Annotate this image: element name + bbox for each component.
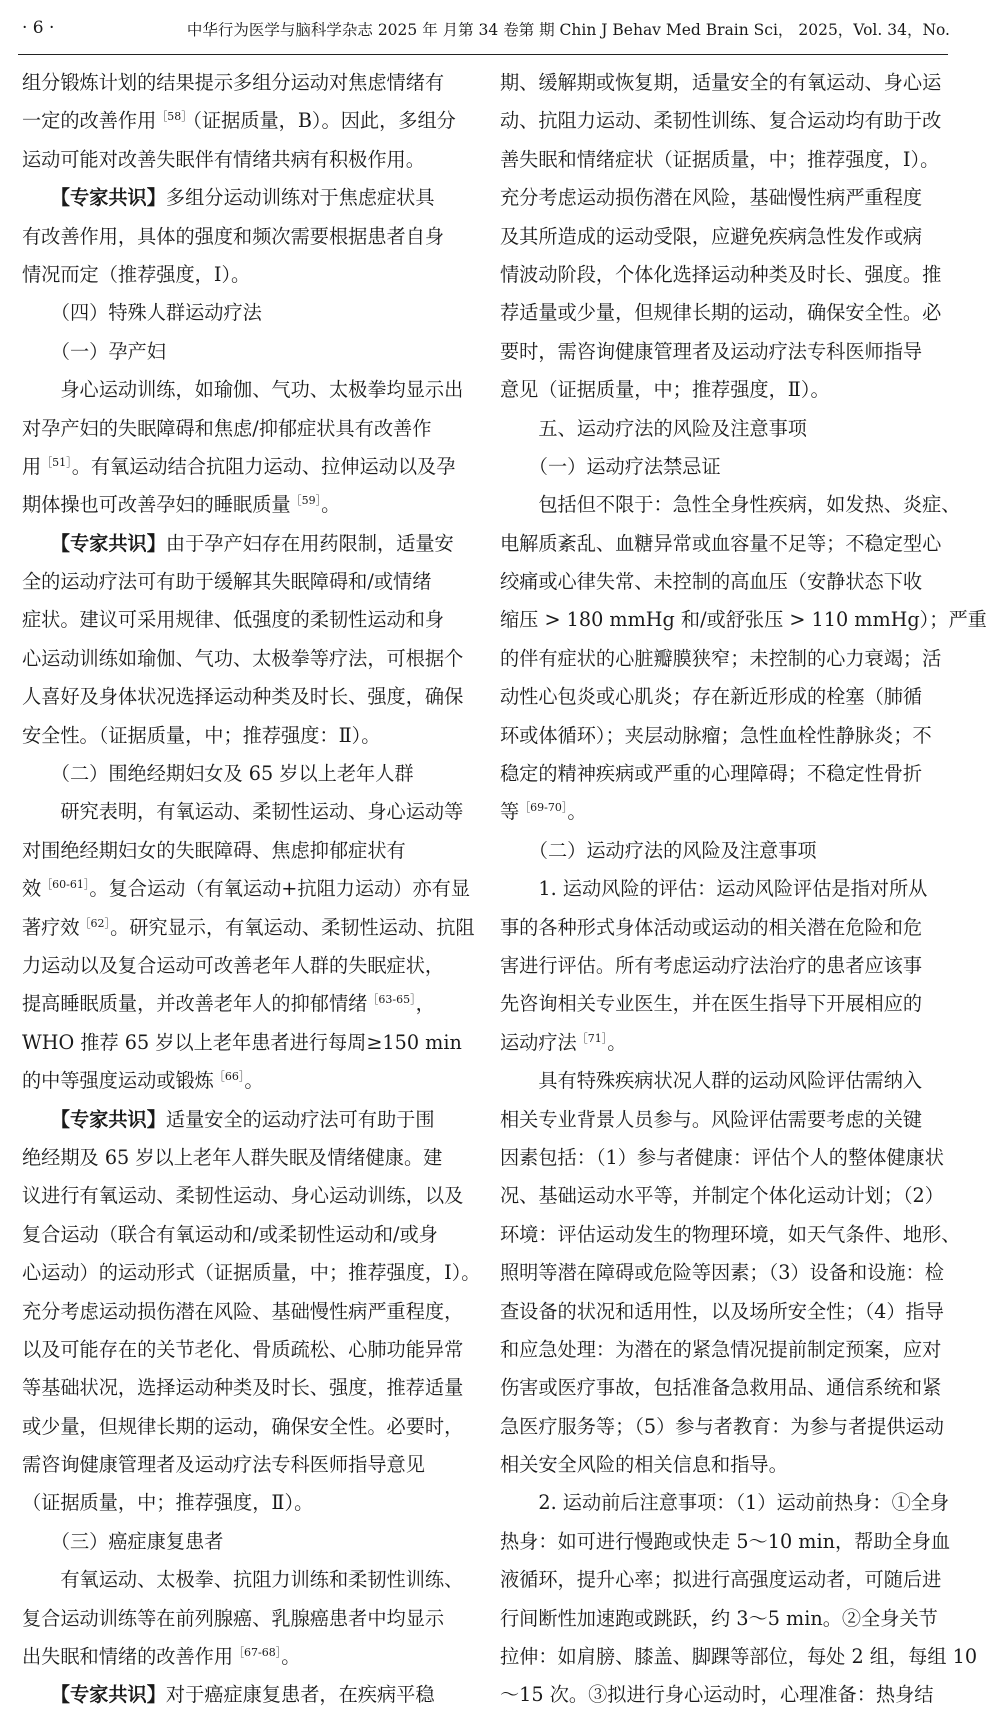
line-text: （证据质量，中；推荐强度，Ⅱ）。 — [22, 1491, 314, 1515]
line-text: 复合运动训练等在前列腺癌、乳腺癌患者中均显示 — [22, 1606, 445, 1630]
text-line — [22, 1024, 462, 1062]
text-line — [500, 1293, 944, 1331]
text-line — [22, 179, 462, 217]
line-text: 效 — [22, 877, 42, 901]
text-line — [22, 640, 462, 678]
line-text: 对于癌症康复患者，在疾病平稳 — [165, 1683, 435, 1707]
text-line — [22, 371, 462, 409]
line-text: 具有特殊疾病状况人群的运动风险评估需纳入 — [500, 1069, 923, 1093]
line-text: 以及可能存在的关节老化、骨质疏松、心肺功能异常 — [22, 1337, 464, 1361]
line-text-continued: 。研究显示，有氧运动、柔韧性运动、抗阻 — [110, 915, 475, 939]
line-text: 等 — [500, 800, 520, 824]
text-line — [500, 102, 940, 140]
line-text: 荐适量或少量，但规律长期的运动，确保安全性。必 — [500, 301, 942, 325]
line-text: 力运动以及复合运动可改善老年人群的失眠症状， — [22, 953, 445, 977]
text-line — [22, 333, 462, 371]
line-text: 提高睡眠质量，并改善老年人的抑郁情绪 — [22, 992, 368, 1016]
line-text-continued: 。 — [244, 1069, 264, 1093]
text-line — [22, 1331, 462, 1369]
text-line — [500, 793, 940, 831]
text-line — [22, 1446, 462, 1484]
citation-ref: ［71］ — [576, 1031, 608, 1045]
text-line — [500, 1216, 961, 1254]
line-text: 和应急处理：为潜在的紧急情况提前制定预案，应对 — [500, 1337, 942, 1361]
text-line — [500, 640, 940, 678]
line-text: 包括但不限于：急性全身性疾病，如发热、炎症、 — [500, 493, 961, 517]
line-text: 1. 运动风险的评估：运动风险评估是指对所从 — [500, 877, 928, 901]
text-line — [500, 947, 940, 985]
text-line — [500, 333, 940, 371]
line-text: 查设备的状况和适用性，以及场所安全性；（4）指导 — [500, 1299, 944, 1323]
running-header — [0, 0, 964, 58]
line-text: 伤害或医疗事故，包括准备急救用品、通信系统和紧 — [500, 1376, 942, 1400]
line-text: 由于孕产妇存在用药限制，适量安 — [165, 531, 454, 555]
line-text: 急医疗服务等；（5）参与者教育：为参与者提供运动 — [500, 1414, 944, 1438]
text-line — [500, 832, 940, 870]
line-text: 有改善作用，具体的强度和频次需要根据患者自身 — [22, 224, 445, 248]
citation-ref: ［62］ — [79, 916, 111, 930]
text-line — [500, 141, 940, 179]
text-line — [22, 563, 462, 601]
text-line — [22, 1177, 462, 1215]
text-line — [22, 985, 462, 1023]
text-line — [500, 1446, 940, 1484]
expert-consensus-label: 【专家共识】 — [22, 531, 166, 555]
text-line — [22, 1216, 462, 1254]
text-line — [22, 102, 462, 140]
text-line — [22, 1293, 462, 1331]
text-line — [22, 448, 462, 486]
text-line — [500, 1369, 940, 1407]
line-text: 心运动训练如瑜伽、气功、太极拳等疗法，可根据个 — [22, 646, 464, 670]
text-line — [22, 1369, 462, 1407]
line-text-continued: 。复合运动（有氧运动+抗阻力运动）亦有显 — [89, 877, 471, 901]
expert-consensus-label: 【专家共识】 — [22, 186, 166, 210]
line-text: 安全性。（证据质量，中；推荐强度：Ⅱ）。 — [22, 723, 381, 747]
line-text: 事的各种形式身体活动或运动的相关潜在危险和危 — [500, 915, 923, 939]
line-text: 等基础状况，选择运动种类及时长、强度，推荐适量 — [22, 1376, 464, 1400]
text-line — [22, 678, 462, 716]
line-text: 复合运动（联合有氧运动和/或柔韧性运动和/或身 — [22, 1222, 438, 1246]
text-line — [22, 601, 462, 639]
text-line — [22, 294, 462, 332]
line-text: 绞痛或心律失常、未控制的高血压（安静状态下收 — [500, 570, 923, 594]
line-text-continued: 。有氧运动结合抗阻力运动、拉伸运动以及孕 — [71, 454, 456, 478]
text-line — [22, 1408, 462, 1446]
line-text: 意见（证据质量，中；推荐强度，Ⅱ）。 — [500, 378, 830, 402]
line-text: 热身：如可进行慢跑或快走 5～10 min，帮助全身血 — [500, 1529, 951, 1553]
line-text: 照明等潜在障碍或危险等因素；（3）设备和设施：检 — [500, 1261, 944, 1285]
line-text: 五、运动疗法的风险及注意事项 — [500, 416, 807, 440]
citation-ref: ［63-65］ — [367, 993, 416, 1007]
text-line — [22, 256, 462, 294]
text-line — [500, 985, 940, 1023]
text-line — [500, 1331, 940, 1369]
line-text: 对孕产妇的失眠障碍和焦虑/抑郁症状具有改善作 — [22, 416, 432, 440]
text-line — [500, 870, 940, 908]
text-line — [500, 1062, 940, 1100]
line-text: 充分考虑运动损伤潜在风险、基础慢性病严重程度， — [22, 1299, 464, 1323]
text-line — [22, 755, 462, 793]
line-text-continued: 。 — [321, 493, 341, 517]
text-line — [22, 1561, 462, 1599]
line-text: 对围绝经期妇女的失眠障碍、焦虑抑郁症状有 — [22, 838, 406, 862]
text-line — [22, 1676, 462, 1714]
line-text: （一）孕产妇 — [22, 339, 166, 363]
text-line — [500, 1101, 940, 1139]
text-line — [500, 1254, 944, 1292]
text-line — [500, 218, 940, 256]
line-text: 先咨询相关专业医生，并在医生指导下开展相应的 — [500, 992, 923, 1016]
line-text: 及其所造成的运动受限，应避免疾病急性发作或病 — [500, 224, 923, 248]
line-text-continued: （证据质量，B）。因此，多组分 — [192, 109, 456, 133]
line-text: 用 — [22, 454, 42, 478]
text-line — [22, 486, 462, 524]
right-column — [500, 64, 987, 1707]
line-text: 的伴有症状的心脏瓣膜狭窄；未控制的心力衰竭；活 — [500, 646, 942, 670]
citation-ref: ［67-68］ — [233, 1646, 282, 1660]
line-text: （三）癌症康复患者 — [22, 1529, 224, 1553]
line-text: 因素包括：（1）参与者健康：评估个人的整体健康状 — [500, 1145, 944, 1169]
line-text: 害进行评估。所有考虑运动疗法治疗的患者应该事 — [500, 953, 923, 977]
expert-consensus-label: 【专家共识】 — [22, 1683, 166, 1707]
text-line — [500, 1600, 940, 1638]
line-text-continued: 。 — [567, 800, 587, 824]
citation-ref: ［66］ — [213, 1070, 245, 1084]
line-text-continued: 。 — [281, 1645, 301, 1669]
header-rule — [18, 54, 948, 55]
text-line — [22, 870, 471, 908]
line-text: 身心运动训练，如瑜伽、气功、太极拳均显示出 — [22, 378, 464, 402]
line-text-continued: 。 — [607, 1030, 627, 1054]
citation-ref: ［60-61］ — [41, 878, 90, 892]
text-line — [500, 717, 940, 755]
line-text: 出失眠和情绪的改善作用 — [22, 1645, 234, 1669]
text-line — [22, 525, 462, 563]
line-text: 电解质紊乱、血糖异常或血容量不足等；不稳定型心 — [500, 531, 942, 555]
line-text: 组分锻炼计划的结果提示多组分运动对焦虑情绪有 — [22, 71, 445, 94]
text-line — [22, 1484, 462, 1522]
text-line — [22, 1600, 462, 1638]
text-line — [22, 909, 475, 947]
text-line — [22, 1523, 462, 1561]
text-line — [500, 563, 940, 601]
line-text: 相关专业背景人员参与。风险评估需要考虑的关键 — [500, 1107, 923, 1131]
line-text: 充分考虑运动损伤潜在风险，基础慢性病严重程度 — [500, 186, 923, 210]
line-text: （二）运动疗法的风险及注意事项 — [500, 838, 817, 862]
line-text: 环或体循环）；夹层动脉瘤；急性血栓性静脉炎；不 — [500, 723, 932, 747]
line-text: WHO 推荐 65 岁以上老年患者进行每周≥150 min — [22, 1030, 462, 1054]
line-text: 行间断性加速跑或跳跃，约 3～5 min。②全身关节 — [500, 1606, 938, 1630]
line-text: 善失眠和情绪症状（证据质量，中；推荐强度，Ⅰ）。 — [500, 147, 940, 171]
text-line — [22, 793, 462, 831]
journal-citation-line: 中华行为医学与脑科学杂志 2025 年 月第 34 卷第 期 Chin J Behav Med Brain Sci， 2025，Vol. 34，No. — [186, 21, 950, 39]
line-text: 的中等强度运动或锻炼 — [22, 1069, 214, 1093]
text-line — [500, 1024, 940, 1062]
line-text: （二）围绝经期妇女及 65 岁以上老年人群 — [22, 762, 414, 786]
line-text-continued: ， — [415, 992, 435, 1016]
text-line — [22, 1638, 462, 1676]
text-line — [500, 1638, 978, 1676]
line-text: 心运动）的运动形式（证据质量，中；推荐强度，I）。 — [22, 1261, 481, 1285]
text-line — [500, 525, 940, 563]
text-line — [500, 64, 940, 102]
line-text: 期、缓解期或恢复期，适量安全的有氧运动、身心运 — [500, 71, 942, 94]
text-line — [22, 1101, 462, 1139]
text-line — [500, 678, 940, 716]
text-line — [500, 294, 940, 332]
line-text: 多组分运动训练对于焦虑症状具 — [165, 186, 435, 210]
text-line — [500, 909, 940, 947]
text-line — [500, 410, 940, 448]
line-text: （四）特殊人群运动疗法 — [22, 301, 262, 325]
line-text: 液循环，提升心率；拟进行高强度运动者，可随后进 — [500, 1568, 942, 1592]
text-line — [500, 179, 940, 217]
text-line — [500, 601, 987, 639]
citation-ref: ［51］ — [41, 455, 72, 469]
line-text: 期体操也可改善孕妇的睡眠质量 — [22, 493, 291, 517]
line-text: 运动可能对改善失眠伴有情绪共病有积极作用。 — [22, 147, 425, 171]
text-line — [500, 371, 940, 409]
line-text: 缩压 > 180 mmHg 和/或舒张压 > 110 mmHg）；严重 — [500, 608, 987, 632]
text-line — [500, 486, 961, 524]
expert-consensus-label: 【专家共识】 — [22, 1107, 166, 1131]
text-line — [22, 832, 462, 870]
text-line — [22, 64, 462, 102]
line-text: 或少量，但规律长期的运动，确保安全性。必要时， — [22, 1414, 464, 1438]
text-line — [500, 1177, 944, 1215]
text-line — [500, 1408, 944, 1446]
line-text: 2. 运动前后注意事项：（1）运动前热身：①全身 — [500, 1491, 950, 1515]
line-text: 相关安全风险的相关信息和指导。 — [500, 1453, 788, 1477]
line-text: 人喜好及身体状况选择运动种类及时长、强度，确保 — [22, 685, 464, 709]
text-line — [22, 1139, 462, 1177]
text-line — [500, 1676, 940, 1714]
text-line — [500, 1484, 950, 1522]
citation-ref: ［69-70］ — [519, 801, 568, 815]
citation-ref: ［58］ — [156, 110, 193, 124]
line-text: （一）运动疗法禁忌证 — [500, 454, 721, 478]
line-text: 适量安全的运动疗法可有助于围 — [165, 1107, 435, 1131]
line-text: 运动疗法 — [500, 1030, 577, 1054]
line-text: 有氧运动、太极拳、抗阻力训练和柔韧性训练、 — [22, 1568, 464, 1592]
citation-ref: ［59］ — [290, 494, 322, 508]
line-text: 症状。建议可采用规律、低强度的柔韧性运动和身 — [22, 608, 445, 632]
line-text: 议进行有氧运动、柔韧性运动、身心运动训练，以及 — [22, 1184, 464, 1208]
text-line — [22, 947, 462, 985]
text-line — [500, 448, 940, 486]
line-text: 全的运动疗法可有助于缓解其失眠障碍和/或情绪 — [22, 570, 432, 594]
line-text: 一定的改善作用 — [22, 109, 157, 133]
line-text: ～15 次。③拟进行身心运动时，心理准备：热身结 — [500, 1683, 934, 1707]
line-text: 动、抗阻力运动、柔韧性训练、复合运动均有助于改 — [500, 109, 942, 133]
line-text: 绝经期及 65 岁以上老年人群失眠及情绪健康。建 — [22, 1145, 443, 1169]
text-line — [22, 1062, 462, 1100]
line-text: 需咨询健康管理者及运动疗法专科医师指导意见 — [22, 1453, 425, 1477]
text-line — [22, 141, 462, 179]
text-line — [500, 755, 940, 793]
text-line — [22, 410, 462, 448]
line-text: 研究表明，有氧运动、柔韧性运动、身心运动等 — [22, 800, 464, 824]
text-line — [500, 1139, 944, 1177]
text-line — [22, 1254, 481, 1292]
text-line — [500, 1561, 940, 1599]
left-column — [22, 64, 481, 1707]
text-line — [22, 717, 462, 755]
line-text: 情波动阶段，个体化选择运动种类及时长、强度。推 — [500, 262, 942, 286]
line-text: 稳定的精神疾病或严重的心理障碍；不稳定性骨折 — [500, 762, 923, 786]
line-text: 拉伸：如肩膀、膝盖、脚踝等部位，每处 2 组，每组 10 — [500, 1645, 978, 1669]
line-text: 况、基础运动水平等，并制定个体化运动计划；（2） — [500, 1184, 944, 1208]
line-text: 环境：评估运动发生的物理环境，如天气条件、地形、 — [500, 1222, 961, 1246]
line-text: 著疗效 — [22, 915, 80, 939]
line-text: 动性心包炎或心肌炎；存在新近形成的栓塞（肺循 — [500, 685, 923, 709]
text-line — [22, 218, 462, 256]
line-text: 情况而定（推荐强度，I）。 — [22, 262, 251, 286]
text-line — [500, 1523, 951, 1561]
text-line — [500, 256, 940, 294]
page-number: · 6 · — [22, 18, 55, 38]
line-text: 要时，需咨询健康管理者及运动疗法专科医师指导 — [500, 339, 923, 363]
